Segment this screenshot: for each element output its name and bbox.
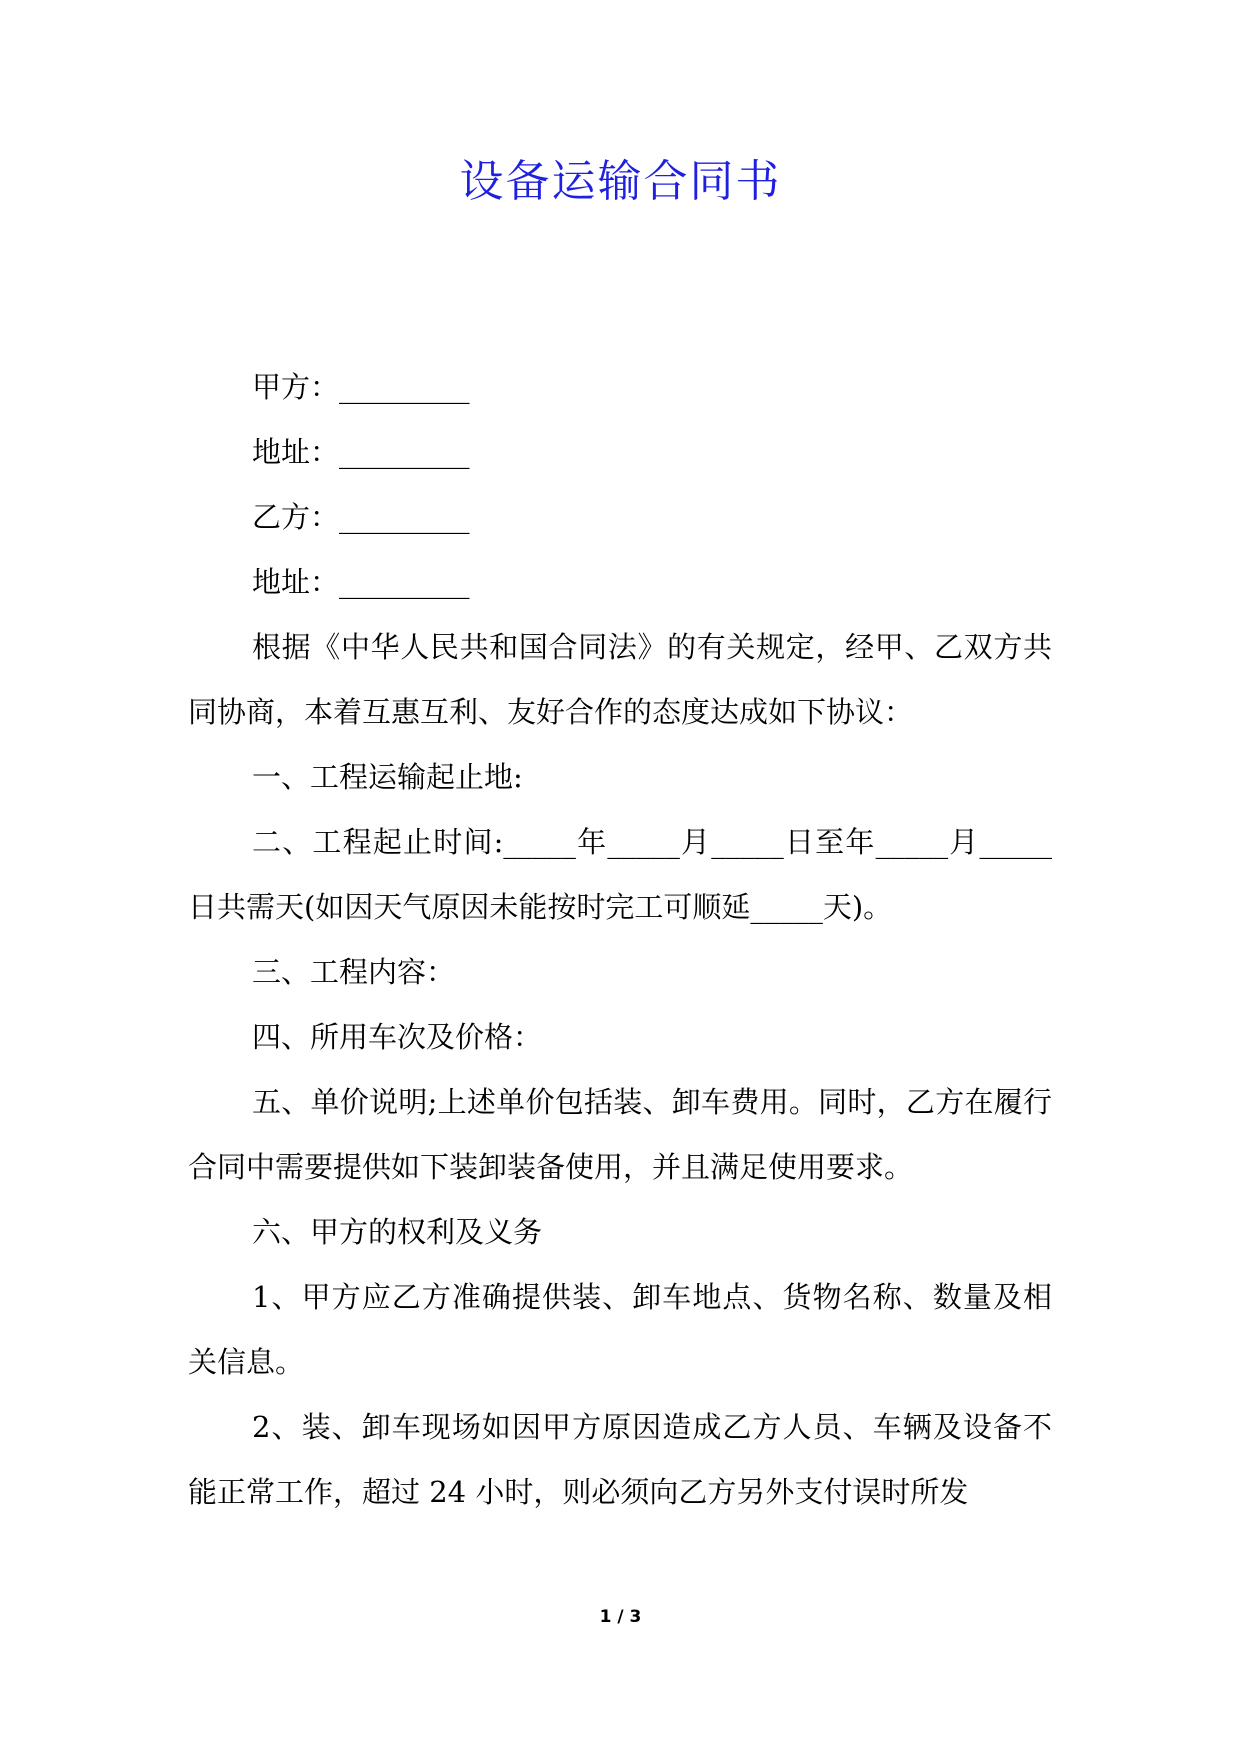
clause-6-item-2: 2、装、卸车现场如因甲方原因造成乙方人员、车辆及设备不能正常工作，超过 24 小时，则必须向乙方另外支付误时所发 — [188, 1410, 1052, 1509]
clause-6-item-1: 1、甲方应乙方准确提供装、卸车地点、货物名称、数量及相关信息。 — [188, 1280, 1052, 1379]
party-a-line: 甲方：_________ — [252, 370, 470, 404]
party-b-line: 乙方：_________ — [252, 500, 470, 534]
party-b-address-line: 地址：_________ — [252, 565, 470, 599]
clause-4-paragraph: 四、所用车次及价格： — [252, 1020, 543, 1054]
party-a-address-line: 地址：_________ — [252, 435, 470, 469]
clause-1-paragraph: 一、工程运输起止地: — [252, 760, 523, 794]
document-title: 设备运输合同书 — [459, 156, 782, 207]
clause-5-paragraph: 五、单价说明;上述单价包括装、卸车费用。同时，乙方在履行合同中需要提供如下装卸装备使用，并且满足使用要求。 — [188, 1085, 1052, 1184]
document-body — [188, 355, 1052, 1525]
clause-2-paragraph: 二、工程起止时间:_____年_____月_____日至年_____月_____日共需天(如因天气原因未能按时完工可顺延_____天)。 — [188, 825, 1052, 924]
clause-6-heading: 六、甲方的权利及义务 — [252, 1215, 543, 1249]
preamble-paragraph: 根据《中华人民共和国合同法》的有关规定，经甲、乙双方共同协商，本着互惠互利、友好合作的态度达成如下协议： — [188, 630, 1052, 729]
clause-3-paragraph: 三、工程内容： — [252, 955, 456, 989]
page-number: 1 / 3 — [599, 1607, 642, 1627]
